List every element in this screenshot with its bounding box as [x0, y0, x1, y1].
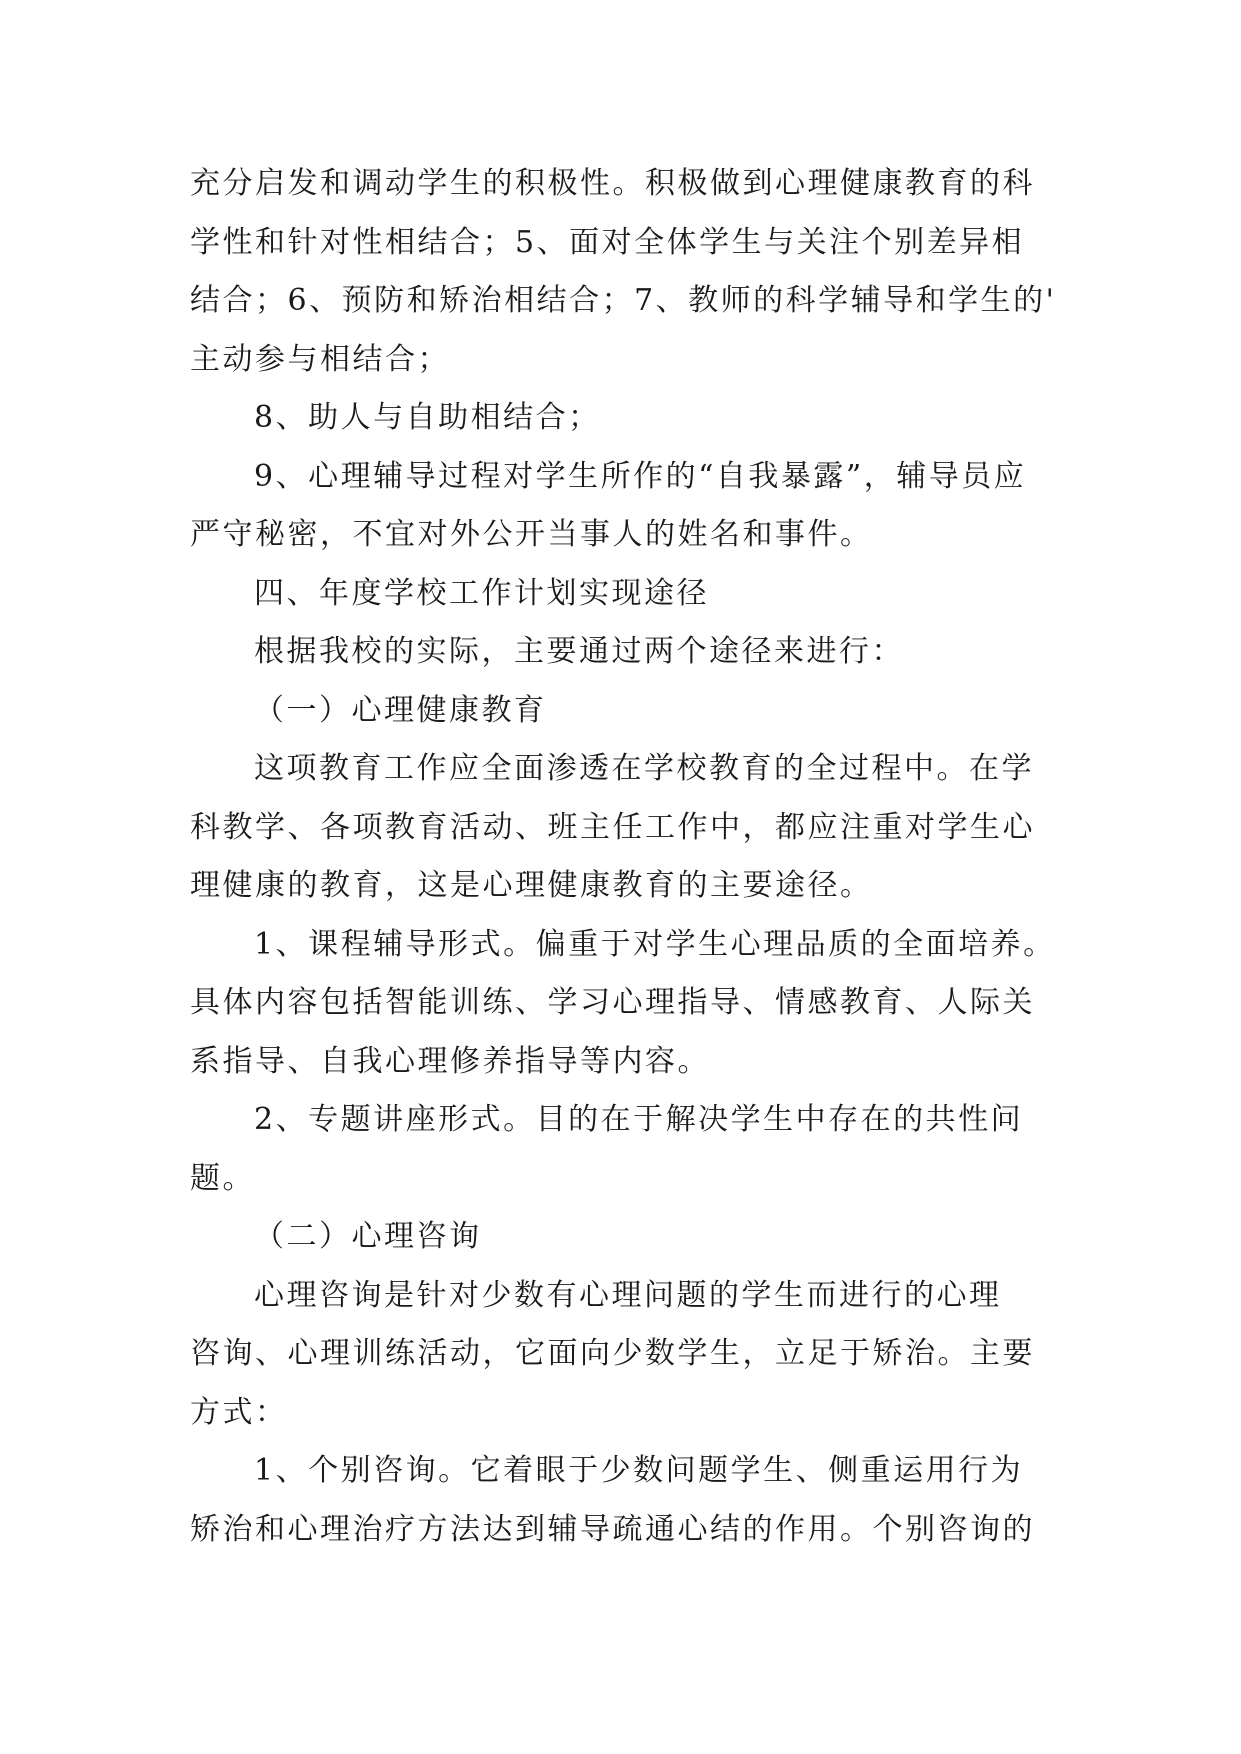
- text-line: 充分启发和调动学生的积极性。积极做到心理健康教育的科: [190, 166, 1035, 201]
- list-item-8: 8、助人与自助相结合；: [254, 400, 601, 435]
- text-line: 学性和针对性相结合；5、面对全体学生与关注个别差异相: [190, 224, 1025, 260]
- text-line: 科教学、各项教育活动、班主任工作中，都应注重对学生心: [190, 809, 1035, 845]
- text-line: 方式：: [190, 1394, 288, 1430]
- text-line: 结合；6、预防和矫治相结合；7、教师的科学辅导和学生的': [190, 283, 1057, 318]
- list-item-2: 2、专题讲座形式。目的在于解决学生中存在的共性问: [254, 1102, 1024, 1137]
- list-item-9: 9、心理辅导过程对学生所作的“自我暴露”，辅导员应: [254, 458, 1027, 494]
- paragraph-start: 根据我校的实际，主要通过两个途径来进行：: [254, 634, 904, 669]
- text-line: 矫治和心理治疗方法达到辅导疏通心结的作用。个别咨询的: [190, 1511, 1035, 1547]
- document-body: [190, 155, 1060, 1559]
- subsection-heading-2: （二）心理咨询: [254, 1219, 482, 1254]
- text-line: 严守秘密，不宜对外公开当事人的姓名和事件。: [190, 517, 873, 552]
- text-line: 理健康的教育，这是心理健康教育的主要途径。: [190, 868, 873, 903]
- text-line: 主动参与相结合；: [190, 341, 450, 377]
- text-line: 具体内容包括智能训练、学习心理指导、情感教育、人际关: [190, 985, 1035, 1020]
- text-line: 系指导、自我心理修养指导等内容。: [190, 1043, 710, 1079]
- text-line: 咨询、心理训练活动，它面向少数学生，立足于矫治。主要: [190, 1336, 1035, 1371]
- paragraph-start: 心理咨询是针对少数有心理问题的学生而进行的心理: [254, 1277, 1002, 1313]
- list-item-1: 1、个别咨询。它着眼于少数问题学生、侧重运用行为: [254, 1453, 1024, 1488]
- section-heading-4: 四、年度学校工作计划实现途径: [254, 575, 709, 611]
- list-item-1: 1、课程辅导形式。偏重于对学生心理品质的全面培养。: [254, 926, 1056, 962]
- text-line: 题。: [190, 1160, 255, 1196]
- paragraph-start: 这项教育工作应全面渗透在学校教育的全过程中。在学: [254, 751, 1034, 786]
- subsection-heading-1: （一）心理健康教育: [254, 692, 547, 728]
